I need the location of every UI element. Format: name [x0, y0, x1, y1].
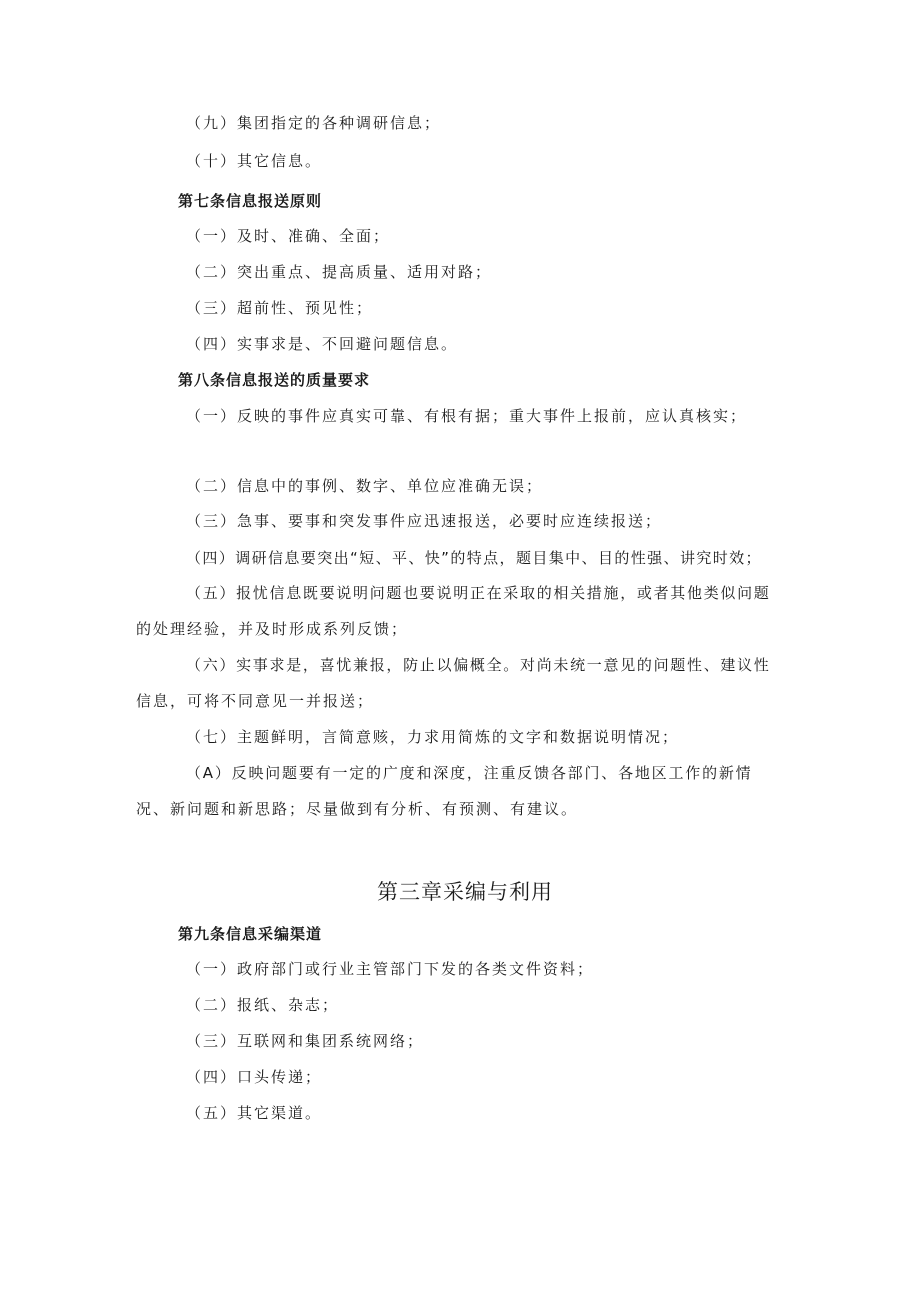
article-7-heading: 第七条信息报送原则 [178, 192, 323, 210]
list-item: （一）及时、准确、全面； [186, 227, 391, 245]
list-item: （四）口头传递； [186, 1068, 323, 1086]
list-item: （六）实事求是，喜忧兼报，防止以偏概全。对尚未统一意见的问题性、建议性 [186, 656, 771, 674]
list-item: （九）集团指定的各种调研信息； [186, 114, 442, 132]
list-item: （A）反映问题要有一定的广度和深度，注重反馈各部门、各地区工作的新情 [186, 764, 753, 782]
list-item: （四）实事求是、不回避问题信息。 [186, 335, 459, 353]
list-item: （二）信息中的事例、数字、单位应准确无误； [186, 477, 544, 495]
list-item: （七）主题鲜明，言简意赅，力求用简炼的文字和数据说明情况； [186, 728, 680, 746]
list-item-continuation: 信息，可将不同意见一并报送； [136, 692, 375, 710]
list-item: （二）突出重点、提高质量、适用对路； [186, 263, 493, 281]
list-item: （三）急事、要事和突发事件应迅速报送，必要时应连续报送； [186, 512, 663, 530]
list-item: （三）互联网和集团系统网络； [186, 1032, 425, 1050]
chapter-title: 第三章采编与利用 [377, 880, 553, 904]
article-8-heading: 第八条信息报送的质量要求 [178, 371, 371, 389]
list-item: （五）其它渠道。 [186, 1104, 323, 1122]
list-item: （四）调研信息要突出“短、平、快”的特点，题目集中、目的性强、讲究时效； [186, 549, 762, 567]
article-9-heading: 第九条信息采编渠道 [178, 925, 323, 943]
list-item-continuation: 况、新问题和新思路；尽量做到有分析、有预测、有建议。 [136, 800, 579, 818]
list-item: （一）政府部门或行业主管部门下发的各类文件资料； [186, 960, 595, 978]
list-item-continuation: 的处理经验，并及时形成系列反馈； [136, 620, 409, 638]
list-item: （五）报忧信息既要说明问题也要说明正在采取的相关措施，或者其他类似问题 [186, 584, 771, 602]
list-item: （十）其它信息。 [186, 152, 323, 170]
list-item: （二）报纸、杂志； [186, 996, 340, 1014]
list-item: （一）反映的事件应真实可靠、有根有据；重大事件上报前，应认真核实； [186, 407, 748, 425]
list-item: （三）超前性、预见性； [186, 299, 374, 317]
